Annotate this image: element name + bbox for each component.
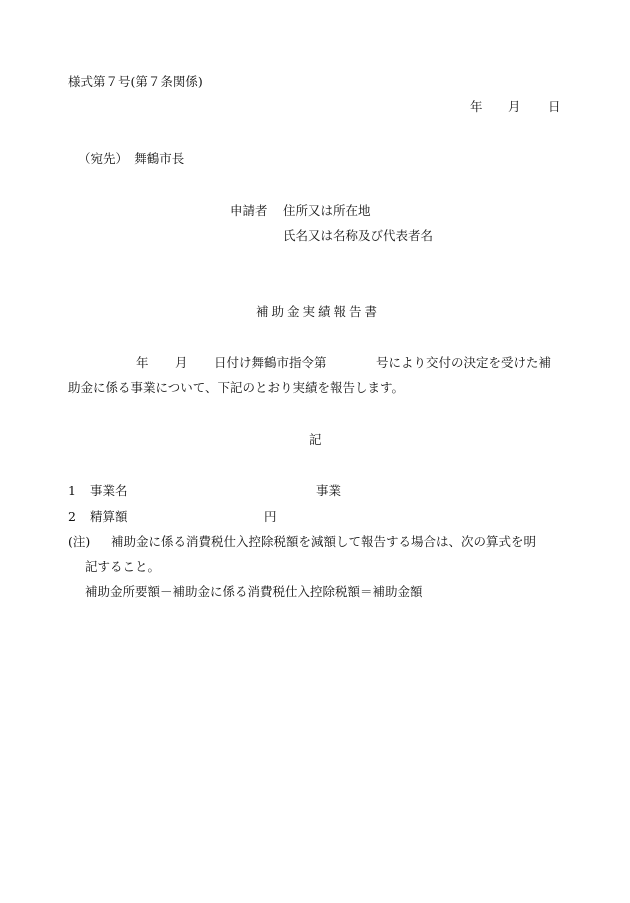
item-1-suffix: 事業	[316, 483, 342, 498]
body-day-text: 日付け舞鶴市指令第	[214, 355, 327, 370]
body-month-label: 月	[175, 355, 188, 370]
document-title: 補助金実績報告書	[256, 304, 381, 319]
record-mark: 記	[309, 432, 322, 447]
note-formula: 補助金所要額－補助金に係る消費税仕入控除税額＝補助金額	[85, 584, 423, 599]
item-2-number: 2	[68, 509, 76, 524]
note-line-2: 記すること。	[85, 559, 161, 574]
note-label: (注)	[68, 534, 91, 549]
body-year-label: 年	[136, 355, 149, 370]
addressee: （宛先） 舞鶴市長	[78, 151, 185, 166]
body-line-2: 助金に係る事業について、下記のとおり実績を報告します。	[68, 380, 405, 395]
applicant-address-label: 住所又は所在地	[283, 203, 371, 218]
date-month-label: 月	[508, 99, 521, 114]
date-day-label: 日	[548, 99, 561, 114]
applicant-label: 申請者	[230, 203, 268, 218]
form-number: 様式第７号(第７条関係)	[68, 74, 203, 89]
applicant-name-label: 氏名又は名称及び代表者名	[283, 228, 434, 243]
item-2-suffix: 円	[264, 509, 277, 524]
item-1-number: 1	[68, 483, 76, 498]
item-1-label: 事業名	[90, 483, 128, 498]
date-year-label: 年	[470, 99, 483, 114]
item-2-label: 精算額	[90, 509, 128, 524]
body-number-text: 号により交付の決定を受けた補	[376, 355, 552, 370]
note-line-1: 補助金に係る消費税仕入控除税額を減額して報告する場合は、次の算式を明	[111, 534, 537, 549]
